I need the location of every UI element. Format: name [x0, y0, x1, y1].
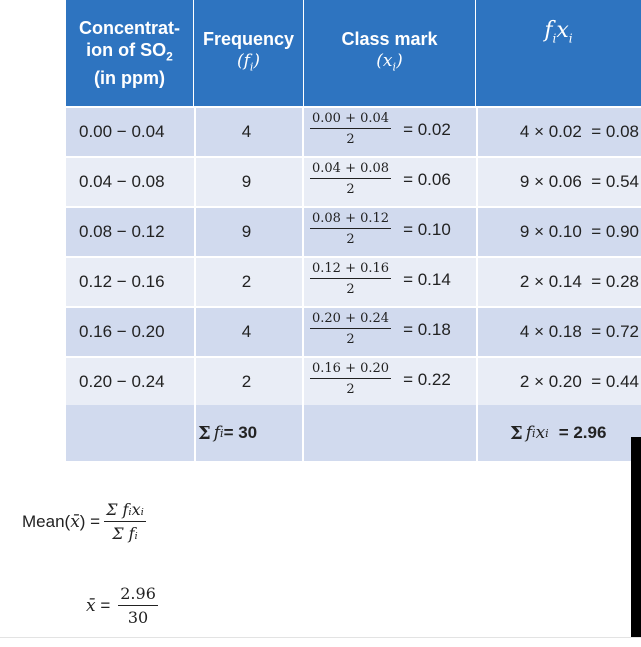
class-mark-fraction: $\frac{0.08 + 0.12}{2}$ [312, 211, 390, 247]
class-mark-cell [302, 258, 472, 306]
black-bar [631, 437, 641, 637]
table-row [66, 306, 641, 356]
class-mark-result: = 0.10 [403, 220, 451, 239]
header-fx [476, 0, 641, 106]
class-mark-fraction: $\frac{0.16 + 0.20}{2}$ [312, 360, 390, 397]
header-frequency [194, 0, 304, 106]
frequency-cell: 9 [241, 172, 252, 191]
header-concentration-line2: ion of $SO_2$ [86, 39, 173, 64]
class-mark-result: = 0.06 [403, 170, 451, 189]
header-class-mark [304, 0, 476, 106]
frequency-cell: 9 [241, 222, 252, 241]
range-cell: 0.04 − 0.08 [79, 172, 165, 191]
range-cell: 0.16 − 0.20 [79, 322, 165, 341]
class-mark-cell [302, 158, 472, 206]
total-fx: Σ f i x i = 2.96 [510, 422, 607, 444]
header-class-mark-label: Class mark [341, 28, 438, 49]
class-mark-result: = 0.18 [403, 320, 451, 339]
mean-formula [22, 500, 146, 543]
range-cell: 0.00 − 0.04 [79, 122, 165, 141]
class-mark-result: = 0.02 [403, 120, 451, 139]
class-mark-cell [302, 208, 472, 256]
table-row [66, 106, 641, 156]
fx-cell: 2 × 0.14 = 0.28 [519, 272, 639, 291]
header-fx-symbol: $f_ix_i$ [544, 18, 573, 46]
class-mark-fraction: $\frac{0.12 + 0.16}{2}$ [312, 261, 390, 297]
class-mark-cell [302, 358, 472, 405]
mean-fraction: Σ fᵢxᵢ Σ fᵢ [106, 500, 144, 543]
table-row [66, 356, 641, 405]
frequency-cell: 2 [241, 272, 252, 291]
table-row [66, 206, 641, 256]
xbar-fraction: $\frac{2.96}{30}$ [120, 584, 156, 627]
header-frequency-label: Frequency [202, 28, 295, 49]
frequency-cell: 4 [241, 322, 252, 341]
header-class-mark-symbol: $(x_i)$ [376, 50, 403, 74]
totals-row [66, 405, 641, 461]
class-mark-cell [302, 308, 472, 356]
bottom-divider [0, 637, 641, 638]
total-frequency: Σ f i = 30 [198, 422, 258, 444]
class-mark-result: = 0.22 [403, 369, 451, 389]
class-mark-cell [302, 108, 472, 156]
class-mark-result: = 0.14 [403, 270, 451, 289]
fx-cell: 9 × 0.06 = 0.54 [519, 172, 639, 191]
header-concentration [66, 0, 194, 106]
table-row [66, 256, 641, 306]
frequency-cell: 4 [241, 122, 252, 141]
range-cell: 0.08 − 0.12 [79, 222, 165, 241]
xbar-label: x̄ = [86, 595, 111, 616]
fx-cell: 2 × 0.20 = 0.44 [519, 371, 639, 391]
class-mark-fraction: $\frac{0.00 + 0.04}{2}$ [312, 111, 390, 147]
class-mark-fraction: $\frac{0.20 + 0.24}{2}$ [312, 311, 390, 347]
fx-cell: 4 × 0.02 = 0.08 [519, 122, 639, 141]
fx-cell: 4 × 0.18 = 0.72 [519, 322, 639, 341]
header-concentration-line1: Concentrat- [78, 17, 180, 38]
header-frequency-symbol: $(f_i)$ [236, 50, 261, 74]
fx-cell: 9 × 0.10 = 0.90 [519, 222, 639, 241]
range-cell: 0.20 − 0.24 [79, 371, 165, 391]
mean-label: Mean(x̄) = [22, 511, 101, 532]
table-row [66, 156, 641, 206]
table-header [66, 0, 641, 106]
frequency-cell: 2 [241, 371, 252, 391]
header-concentration-line3: (in ppm) [94, 68, 165, 89]
xbar-calculation [86, 584, 158, 627]
range-cell: 0.12 − 0.16 [79, 272, 165, 291]
class-mark-fraction: $\frac{0.04 + 0.08}{2}$ [312, 161, 390, 197]
